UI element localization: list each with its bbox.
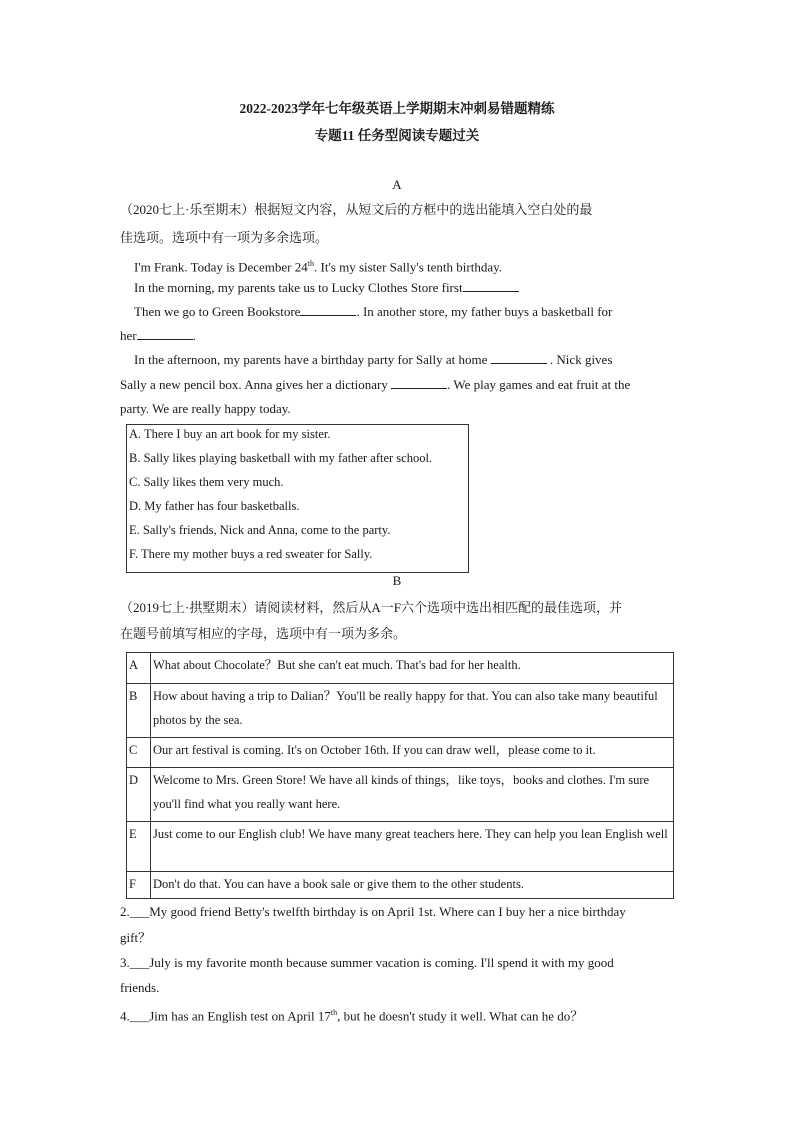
passage-line-1: I'm Frank. Today is December 24th. It's my sister Sally's tenth birthday. [134, 259, 502, 275]
table-row [127, 872, 674, 899]
options-box [126, 424, 469, 573]
question-3-line2: friends. [120, 980, 160, 995]
section-a-label: A [392, 177, 402, 192]
row-text: Welcome to Mrs. Green Store! We have all kinds of things，like toys，books and clothes. I'm sure you'll find what you really want here. [151, 768, 674, 822]
passage-line-3: Then we go to Green Bookstore . In another store, my father buys a basketball for [134, 304, 613, 319]
passage-line-4: her . [120, 328, 196, 343]
option-d: D. My father has four basketballs. [129, 499, 300, 513]
question-3-line1: 3.___July is my favorite month because summer vacation is coming. I'll spend it with my good [120, 955, 614, 970]
section-a-instruction-line1: （2020七上·乐至期末）根据短文内容，从短文后的方框中的选出能填入空白处的最 [120, 202, 593, 217]
document-title: 2022-2023学年七年级英语上学期期末冲刺易错题精练 [239, 101, 555, 116]
question-2-line2: gift？ [120, 930, 152, 945]
answer-blank-4[interactable] [491, 351, 547, 364]
row-text: Our art festival is coming. It's on October 16th. If you can draw well，please come to it. [151, 738, 674, 768]
row-letter: A [127, 653, 151, 684]
table-row [127, 738, 674, 768]
table-row [127, 684, 674, 738]
section-b-instruction-line2: 在题号前填写相应的字母，选项中有一项为多余。 [120, 626, 407, 641]
passage-line-2: In the morning, my parents take us to Lucky Clothes Store first [134, 278, 694, 298]
table-row [127, 653, 674, 684]
row-letter: D [127, 768, 151, 822]
row-text: Don't do that. You can have a book sale or give them to the other students. [151, 872, 674, 899]
passage-line-5: In the afternoon, my parents have a birthday party for Sally at home . Nick gives [134, 352, 613, 367]
row-text: What about Chocolate？But she can't eat much. That's bad for her health. [151, 653, 674, 684]
answer-blank-5[interactable] [391, 376, 447, 389]
row-letter: C [127, 738, 151, 768]
row-letter: B [127, 684, 151, 738]
section-b-label: B [392, 573, 402, 588]
row-letter: E [127, 822, 151, 872]
row-text: Just come to our English club! We have many great teachers here. They can help you lean English well [151, 822, 674, 872]
answer-blank-2[interactable] [300, 303, 356, 316]
answer-blank-1[interactable] [463, 279, 519, 292]
table-row [127, 822, 674, 872]
option-b: B. Sally likes playing basketball with my father after school. [129, 451, 433, 465]
passage-line-7: party. We are really happy today. [120, 401, 291, 416]
document-subtitle: 专题11 任务型阅读专题过关 [314, 128, 480, 143]
passage-line-6: Sally a new pencil box. Anna gives her a dictionary . We play games and eat fruit at the [120, 377, 631, 392]
option-f: F. There my mother buys a red sweater for Sally. [129, 547, 373, 561]
row-text: How about having a trip to Dalian？You'll be really happy for that. You can also take many beautiful photos by the sea. [151, 684, 674, 738]
options-table [126, 652, 674, 899]
question-4-line1: 4.___Jim has an English test on April 17th, but he doesn't study it well. What can he do？ [120, 1008, 584, 1024]
row-letter: F [127, 872, 151, 899]
section-b-instruction-line1: （2019七上·拱墅期末）请阅读材料，然后从A一F六个选项中选出相匹配的最佳选项，并 [120, 600, 622, 615]
question-2-line1: 2.___My good friend Betty's twelfth birthday is on April 1st. Where can I buy her a nice birthday [120, 904, 626, 919]
option-a: A. There I buy an art book for my sister. [129, 427, 331, 441]
section-a-instruction-line2: 佳选项。选项中有一项为多余选项。 [120, 230, 329, 245]
option-c: C. Sally likes them very much. [129, 475, 284, 489]
answer-blank-3[interactable] [137, 327, 193, 340]
table-row [127, 768, 674, 822]
option-e: E. Sally's friends, Nick and Anna, come to the party. [129, 523, 391, 537]
